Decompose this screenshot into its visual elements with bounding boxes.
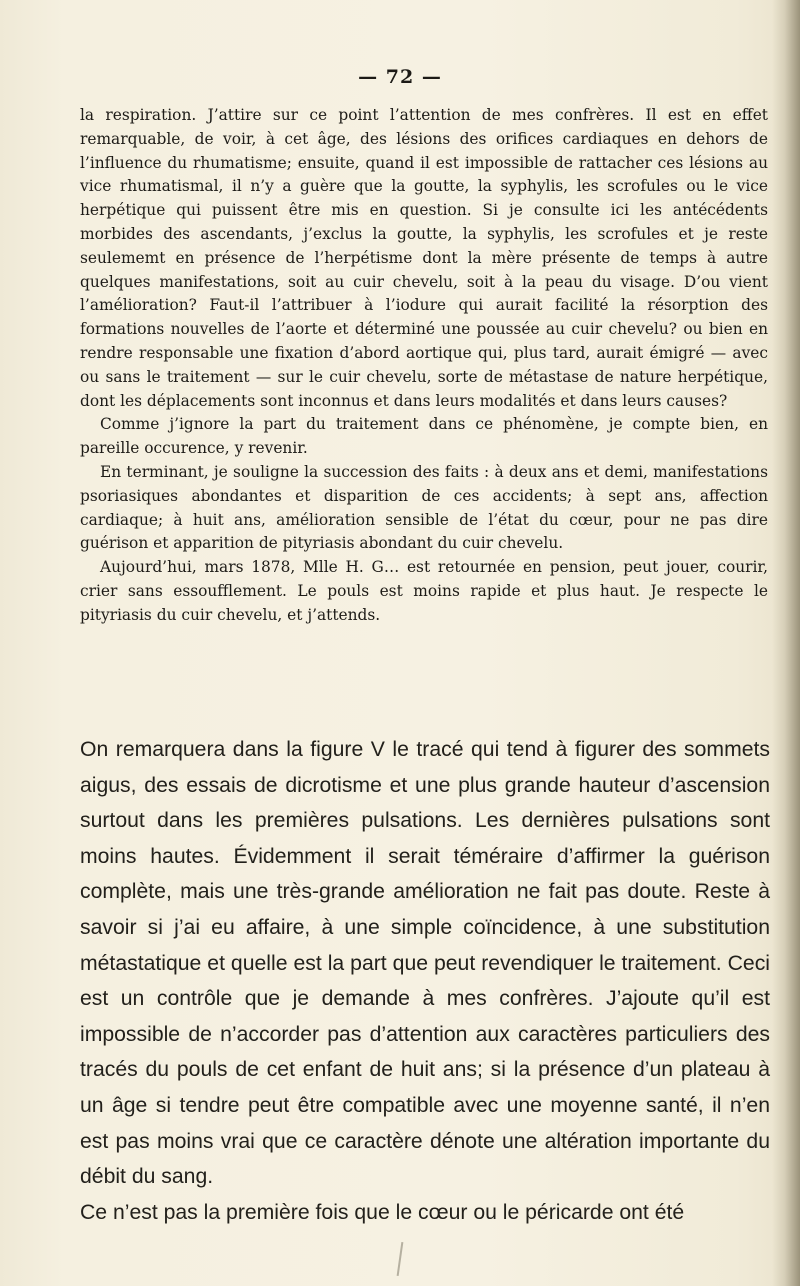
typewritten-text-block: [80, 732, 770, 1230]
paragraph: Ce n’est pas la première fois que le cœur ou le péricarde ont été: [80, 1200, 685, 1224]
paragraph: En terminant, je souligne la succession des faits : à deux ans et demi, manifestations psoriasiques abondantes et disparition de ces accidents; à sept ans, affection cardiaque; à huit ans, amélioration sensible de l’état du cœur, pour ne pas dire guérison et apparition de pityriasis abondant du cuir chevelu.: [80, 462, 768, 553]
page-number: — 72 —: [358, 66, 442, 88]
page-edge-shadow: [772, 0, 800, 1286]
paragraph: Aujourd’hui, mars 1878, Mlle H. G… est retournée en pension, peut jouer, courir, crier sans essoufflement. Le pouls est moins rapide et plus haut. Je respecte le pityriasis du cuir chevelu, et j’attends.: [80, 558, 768, 624]
paragraph: la respiration. J’attire sur ce point l’attention de mes confrères. Il est en effet remarquable, de voir, à cet âge, des lésions des orifices cardiaques en dehors de l’influence du rhumatisme; ensuite, quand il est impossible de rattacher ces lésions au vice rhumatismal, il n’y a guère que la goutte, la syphylis, les scrofules ou le vice herpétique qui puissent être mis en question. Si je consulte ici les antécédents morbides des ascendants, j’exclus la goutte, la syphylis, les scrofules et je reste seulememt en présence de l’herpétisme dont la mère présente de temps à autre quelques manifestations, soit au cuir chevelu, soit à la peau du visage. D’ou vient l’amélioration? Faut-il l’attribuer à l’iodure qui aurait facilité la résorption des formations nouvelles de l’aorte et déterminé une poussée au cuir chevelu? ou bien en rendre responsable une fixation d’abord aortique qui, plus tard, aurait émigré — avec ou sans le traitement — sur le cuir chevelu, sorte de métastase de nature herpétique, dont les déplacements sont inconnus et dans leurs modalités et dans leurs causes?: [80, 106, 768, 410]
printed-text-block: [80, 104, 768, 628]
pencil-mark: [397, 1242, 404, 1276]
paragraph: Comme j’ignore la part du traitement dans ce phénomène, je compte bien, en pareille occurence, y revenir.: [80, 415, 768, 458]
paragraph: On remarquera dans la figure V le tracé qui tend à figurer des sommets aigus, des essais de dicrotisme et une plus grande hauteur d’ascension surtout dans les premières pulsations. Les dernières pulsations sont moins hautes. Évidemment il serait téméraire d’affirmer la guérison complète, mais une très-grande amélioration ne fait pas doute. Reste à savoir si j’ai eu affaire, à une simple coïncidence, à une substitution métastatique et quelle est la part que peut revendiquer le traitement. Ceci est un contrôle que je demande à mes confrères. J’ajoute qu’il est impossible de n’accorder pas d’attention aux caractères particuliers des tracés du pouls de cet enfant de huit ans; si la présence d’un plateau à un âge si tendre peut être compatible avec une moyenne santé, il n’en est pas moins vrai que ce caractère dénote une altération importante du débit du sang.: [80, 738, 770, 1189]
